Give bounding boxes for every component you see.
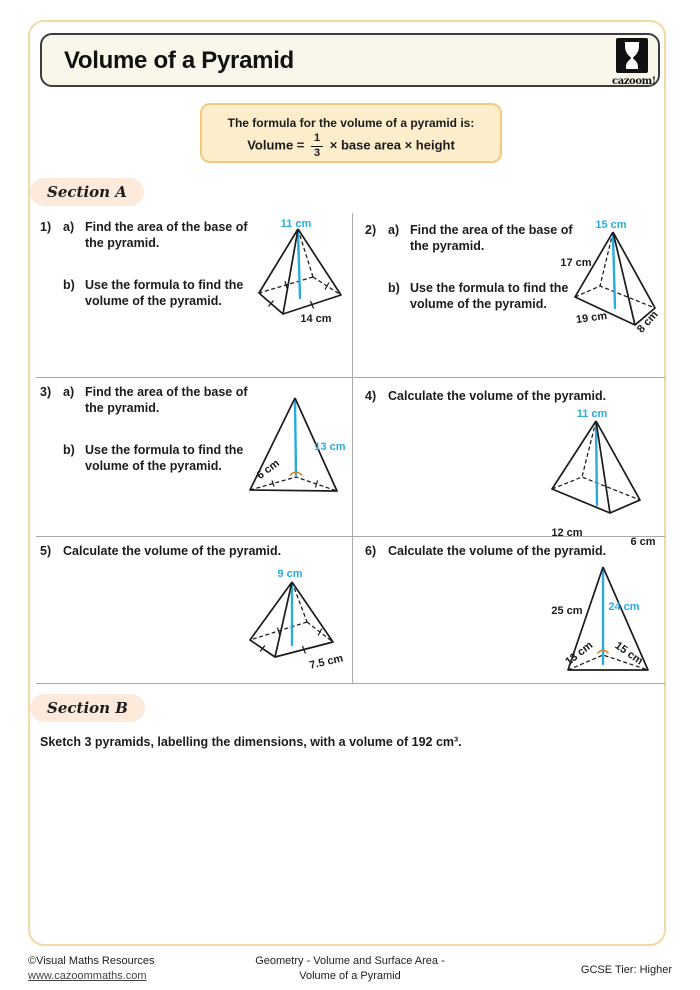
grid-divider-row1 xyxy=(36,377,665,378)
page-title: Volume of a Pyramid xyxy=(64,47,294,74)
text-line: volume of the pyramid. xyxy=(85,458,222,473)
section-a-heading: Section A xyxy=(30,178,144,206)
question-6 xyxy=(365,543,606,559)
formula-equation xyxy=(202,133,500,159)
part-label: a) xyxy=(63,220,75,234)
text-line: Use the formula to find the xyxy=(85,277,244,292)
spacer xyxy=(365,280,388,313)
height-line xyxy=(596,425,597,505)
part-text xyxy=(85,277,243,310)
title-bar xyxy=(40,33,660,87)
fraction-denominator: 3 xyxy=(314,147,321,159)
question-2-part-b xyxy=(365,280,573,313)
fraction-numerator: 1 xyxy=(311,133,323,147)
part-label: a) xyxy=(388,223,400,237)
text-line: the pyramid. xyxy=(410,239,485,254)
base-label: 12 cm xyxy=(551,527,583,539)
part-text xyxy=(85,384,248,417)
text-line: the pyramid. xyxy=(85,401,160,416)
height-line xyxy=(298,232,300,298)
question-4-statement xyxy=(365,388,606,404)
side-label: 8 cm xyxy=(634,308,661,336)
base-label: 19 cm xyxy=(575,309,608,327)
cazoom-logo-icon xyxy=(616,38,648,73)
side-label: 6 cm xyxy=(630,536,656,548)
text-line: Find the area of the base of xyxy=(85,385,248,399)
question-number: 5) xyxy=(40,544,52,558)
question-text xyxy=(63,543,281,559)
footer-left xyxy=(28,954,155,984)
question-2 xyxy=(365,222,573,312)
text-line: Calculate the volume of the pyramid. xyxy=(63,544,282,558)
text-line: volume of the pyramid. xyxy=(85,293,222,308)
section-b-task: Sketch 3 pyramids, labelling the dimensions, with a volume of 192 cm³. xyxy=(40,735,462,749)
text-line: the pyramid. xyxy=(85,236,160,251)
question-1 xyxy=(40,219,248,309)
question-3-part-a xyxy=(40,384,248,417)
text-line: Calculate the volume of the pyramid. xyxy=(388,389,607,403)
pyramid-diagram-6 xyxy=(545,560,660,678)
question-1-part-b xyxy=(40,277,248,310)
pyramid-diagram-5 xyxy=(244,564,356,674)
pyramid-diagram-3 xyxy=(246,390,351,502)
part-label: b) xyxy=(63,442,75,457)
grid-divider-row3 xyxy=(36,683,665,684)
website-link[interactable]: www.cazoommaths.com xyxy=(28,969,147,982)
question-2-part-a xyxy=(365,222,573,255)
part-text xyxy=(410,280,568,313)
question-number: 1) xyxy=(40,220,52,234)
question-3 xyxy=(40,384,248,474)
text-line: Use the formula to find the xyxy=(410,280,569,295)
part-text xyxy=(85,442,243,475)
part-text xyxy=(85,219,248,252)
base-edge-label: 6 cm xyxy=(254,457,282,482)
question-text xyxy=(388,543,606,559)
formula-intro: The formula for the volume of a pyramid is: xyxy=(227,116,475,130)
base-label: 7.5 cm xyxy=(308,652,345,672)
height-label: 9 cm xyxy=(277,568,303,580)
slant-label: 25 cm xyxy=(551,605,583,617)
copyright-text: ©Visual Maths Resources xyxy=(28,955,155,967)
height-label: 13 cm xyxy=(314,441,346,453)
base-left-label: 13 cm xyxy=(563,639,596,668)
footer-tier: GCSE Tier: Higher xyxy=(580,964,672,976)
question-5 xyxy=(40,543,281,559)
part-text xyxy=(410,222,573,255)
question-number: 6) xyxy=(365,544,377,558)
spacer xyxy=(40,442,63,475)
question-number: 4) xyxy=(365,389,377,403)
slant-label: 17 cm xyxy=(560,257,592,269)
height-line xyxy=(295,402,296,475)
base-label: 14 cm xyxy=(300,313,332,325)
part-label: b) xyxy=(388,280,400,295)
question-6-statement xyxy=(365,543,606,559)
topic-line: Geometry - Volume and Surface Area - xyxy=(255,955,445,967)
height-label: 11 cm xyxy=(280,218,312,230)
question-number: 3) xyxy=(40,385,52,399)
pyramid-diagram-4 xyxy=(548,408,666,548)
spacer xyxy=(40,277,63,310)
pyramid-diagram-1 xyxy=(252,216,352,331)
text-line: volume of the pyramid. xyxy=(410,296,547,311)
part-label: b) xyxy=(63,277,75,292)
text-line: Find the area of the base of xyxy=(85,220,248,234)
cazoom-logo xyxy=(612,38,656,87)
question-1-part-a xyxy=(40,219,248,252)
height-line xyxy=(613,236,615,308)
base-right-label: 15 cm xyxy=(612,639,645,668)
section-b-heading: Section B xyxy=(30,694,145,722)
question-text xyxy=(388,388,606,404)
text-line: Calculate the volume of the pyramid. xyxy=(388,544,607,558)
fraction-one-third xyxy=(311,133,323,159)
topic-line: Volume of a Pyramid xyxy=(299,969,401,982)
formula-box xyxy=(200,103,502,163)
text-line: Find the area of the base of xyxy=(410,223,573,237)
height-label: 15 cm xyxy=(595,219,627,231)
height-label: 11 cm xyxy=(576,408,608,420)
text-line: Use the formula to find the xyxy=(85,442,244,457)
height-label: 24 cm xyxy=(608,601,640,613)
question-number: 2) xyxy=(365,223,377,237)
cazoom-logo-text: cazoom! xyxy=(612,76,656,87)
part-label: a) xyxy=(63,385,75,399)
question-4 xyxy=(365,388,606,404)
footer-topic xyxy=(175,954,525,984)
formula-rhs: × base area × height xyxy=(329,137,455,153)
pyramid-diagram-2 xyxy=(558,218,670,340)
formula-lhs: Volume = xyxy=(247,137,305,153)
question-5-statement xyxy=(40,543,281,559)
question-3-part-b xyxy=(40,442,248,475)
